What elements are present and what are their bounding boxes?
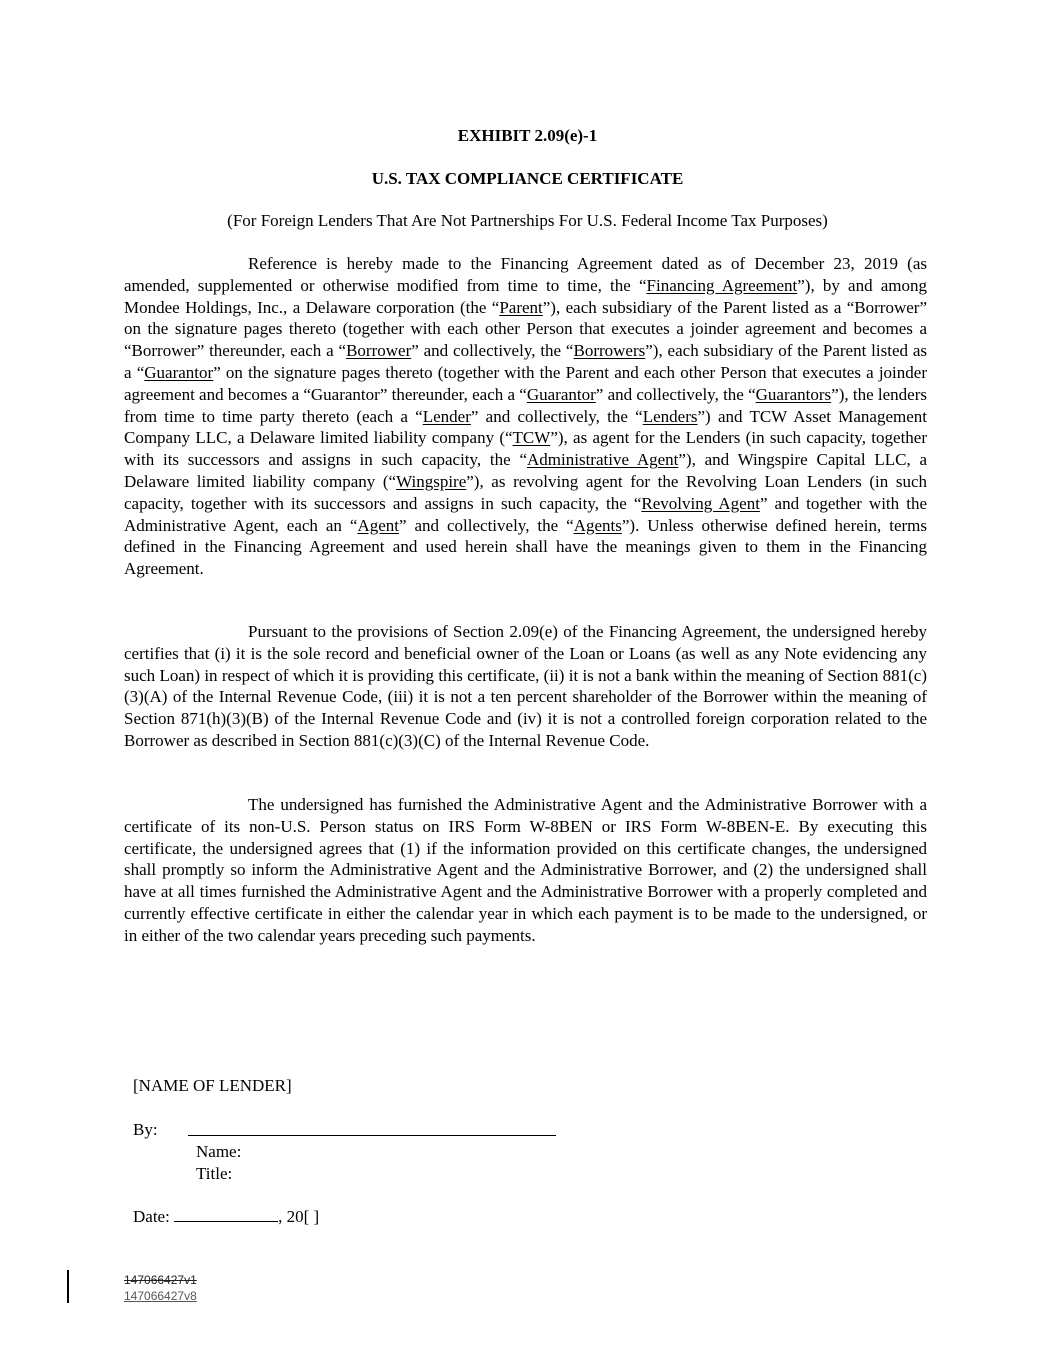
date-label: Date: bbox=[133, 1207, 170, 1226]
document-title: U.S. TAX COMPLIANCE CERTIFICATE bbox=[371, 169, 684, 188]
date-year: , 20[ ] bbox=[278, 1207, 320, 1226]
defined-term: Wingspire bbox=[396, 471, 467, 491]
new-document-id: 147066427v8 bbox=[124, 1289, 197, 1303]
defined-term: Parent bbox=[499, 297, 543, 317]
defined-term: Guarantor bbox=[144, 362, 214, 382]
defined-term: Financing Agreement bbox=[646, 275, 798, 295]
exhibit-number: EXHIBIT 2.09(e)-1 bbox=[457, 126, 598, 145]
defined-term: Borrowers bbox=[573, 341, 646, 361]
defined-term: Agents bbox=[573, 515, 622, 535]
change-bar bbox=[67, 1270, 69, 1303]
defined-term: Guarantors bbox=[755, 384, 832, 404]
defined-term: Borrower bbox=[346, 341, 412, 361]
old-document-id: 147066427v1 bbox=[124, 1273, 197, 1287]
defined-term: TCW bbox=[512, 428, 551, 448]
date-blank[interactable] bbox=[174, 1206, 278, 1222]
defined-term: Agent bbox=[357, 515, 399, 535]
defined-term: Lender bbox=[422, 406, 471, 426]
by-label: By: bbox=[133, 1120, 158, 1139]
document-subtitle: (For Foreign Lenders That Are Not Partnerships For U.S. Federal Income Tax Purposes) bbox=[227, 211, 828, 230]
lender-name-placeholder: [NAME OF LENDER] bbox=[133, 1076, 292, 1095]
date-line bbox=[133, 1206, 319, 1228]
name-label: Name: bbox=[196, 1142, 242, 1161]
defined-term: Lenders bbox=[642, 406, 698, 426]
defined-term: Revolving Agent bbox=[641, 493, 760, 513]
paragraph-reference: Reference is hereby made to the Financing Agreement dated as of December 23, 2019 (as amended, supplemented or otherwise modified from time to time, the “Financing Agreement”), by and among Mondee Holdings, Inc., a Delaware corporation (the “Parent”), each subsidiary of the Parent listed as a “Borrower” on the signature pages thereto (together with each other Person that executes a joinder agreement and becomes a “Borrower” thereunder, each a “Borrower” and collectively, the “Borrowers”), each subsidiary of the Parent listed as a “Guarantor” on the signature pages thereto (together with the Parent and each other Person that executes a joinder agreement and becomes a “Guarantor” thereunder, each a “Guarantor” and collectively, the “Guarantors”), the lenders from time to time party thereto (each a “Lender” and collectively, the “Lenders”) and TCW Asset Management Company LLC, a Delaware limited liability company (“TCW”), as agent for the Lenders (in such capacity, together with its successors and assigns in such capacity, the “Administrative Agent”), and Wingspire Capital LLC, a Delaware limited liability company (“Wingspire”), as revolving agent for the Revolving Loan Lenders (in such capacity, together with its successors and assigns in such capacity, the “Revolving Agent” and together with the Administrative Agent, each an “Agent” and collectively, the “Agents”). Unless otherwise defined herein, terms defined in the Financing Agreement and used herein shall have the meanings given to them in the Financing Agreement. bbox=[124, 254, 928, 579]
signature-line[interactable] bbox=[188, 1135, 556, 1136]
paragraph-tax-forms: The undersigned has furnished the Administrative Agent and the Administrative Borrower with a certificate of its non-U.S. Person status on IRS Form W-8BEN or IRS Form W-8BEN-E. By executing this certificate, the undersigned agrees that (1) if the information provided on this certificate changes, the undersigned shall promptly so inform the Administrative Agent and the Administrative Borrower, and (2) the undersigned shall have at all times furnished the Administrative Agent and the Administrative Borrower with a properly completed and currently effective certificate in either the calendar year in which each payment is to be made to the undersigned, or in either of the two calendar years preceding such payments. bbox=[124, 795, 927, 945]
paragraph-certification: Pursuant to the provisions of Section 2.09(e) of the Financing Agreement, the undersigned hereby certifies that (i) it is the sole record and beneficial owner of the Loan or Loans (as well as any Note evidencing any such Loan) in respect of which it is providing this certificate, (ii) it is not a bank within the meaning of Section 881(c)(3)(A) of the Internal Revenue Code, (iii) it is not a ten percent shareholder of the Borrower within the meaning of Section 871(h)(3)(B) of the Internal Revenue Code and (iv) it is not a controlled foreign corporation related to the Borrower as described in Section 881(c)(3)(C) of the Internal Revenue Code. bbox=[124, 622, 927, 750]
title-label: Title: bbox=[196, 1164, 233, 1183]
defined-term: Administrative Agent bbox=[527, 450, 679, 470]
defined-term: Guarantor bbox=[526, 384, 596, 404]
